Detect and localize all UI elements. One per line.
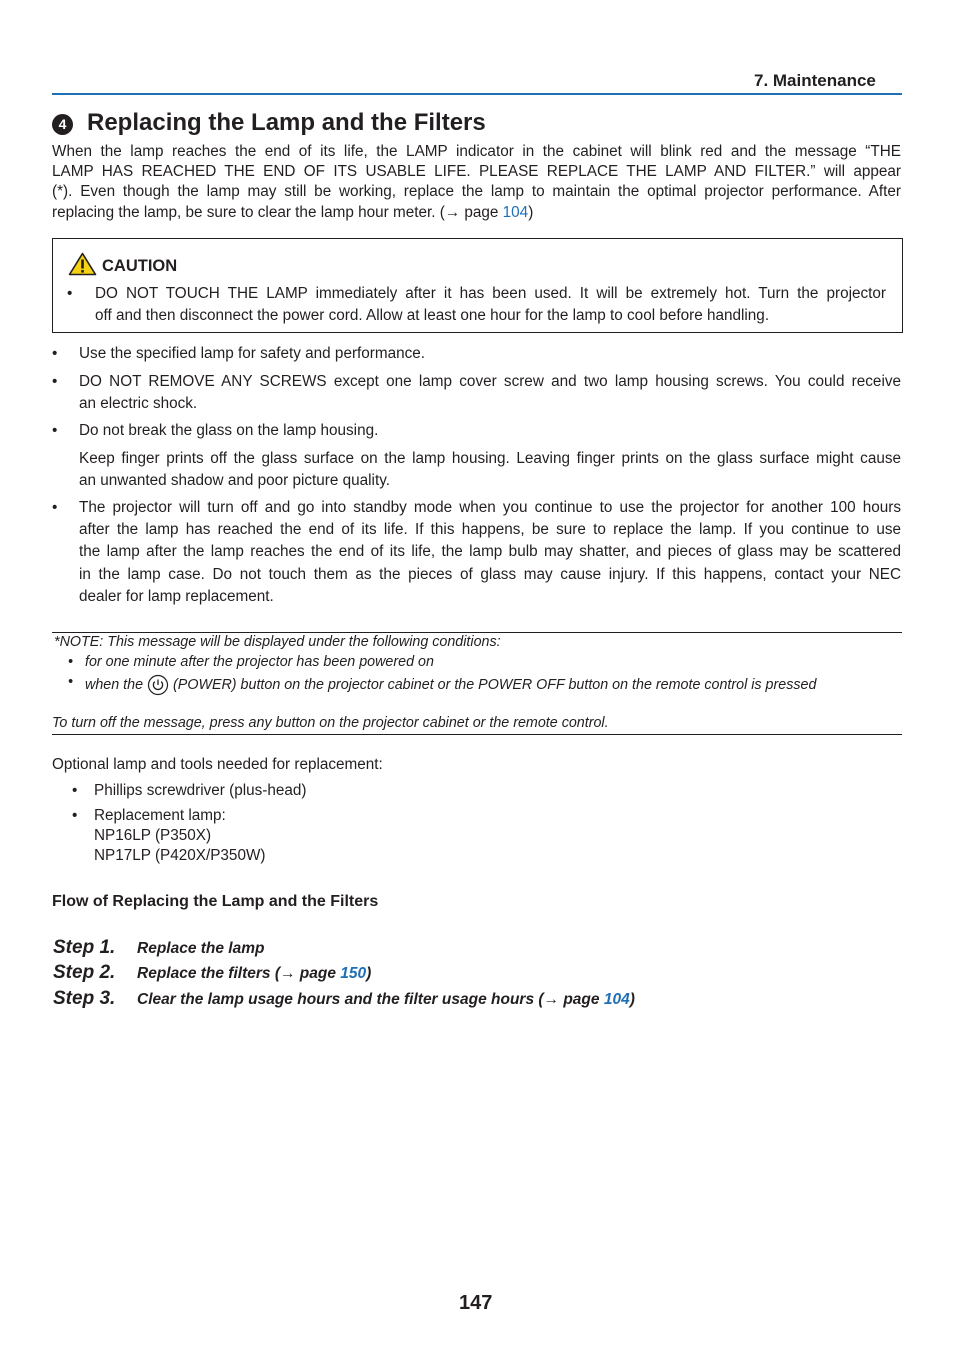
bullet-dot: • — [52, 499, 58, 516]
lamp-model: NP17LP (P420X/P350W) — [94, 847, 266, 864]
bullet-line: after the lamp has reached the end of its life. If this happens, be sure to replace the lamp. If you continue to use — [79, 521, 901, 539]
caution-line: DO NOT TOUCH THE LAMP immediately after it has been used. It will be extremely hot. Turn the projector — [95, 285, 886, 302]
step-text-main: Replace the lamp — [137, 940, 265, 957]
note-top-rule — [52, 632, 902, 633]
step-text-main: Clear the lamp usage hours and the filter usage hours (→ page — [137, 991, 604, 1008]
bullet-dot: • — [52, 345, 58, 362]
step-label: Step 2. — [53, 962, 116, 983]
heading-number-badge: 4 — [52, 114, 73, 135]
header-rule — [52, 93, 902, 95]
flow-title: Flow of Replacing the Lamp and the Filters — [52, 893, 379, 910]
section-title: 7. Maintenance — [754, 71, 876, 90]
note-title: *NOTE: This message will be displayed under the following conditions: — [54, 634, 501, 650]
intro-paragraph — [52, 142, 901, 223]
note-item: for one minute after the projector has been powered on — [85, 654, 434, 670]
bullet-subparagraph — [79, 448, 901, 492]
bullet-line: in the lamp case. Do not touch them as the pieces of glass may cause injury. If this happens, contact your NEC — [79, 565, 901, 583]
bullet-line: Do not break the glass on the lamp housing. — [79, 422, 379, 439]
bullet-item — [79, 343, 901, 365]
page-link-104[interactable]: 104 — [502, 203, 529, 221]
caution-line: off and then disconnect the power cord. Allow at least one hour for the lamp to cool before handling. — [95, 307, 770, 325]
bullet-line: dealer for lamp replacement. — [79, 587, 274, 605]
note-item-text: when the — [85, 677, 144, 693]
caution-header — [68, 252, 177, 276]
step-label: Step 3. — [53, 988, 116, 1009]
step-text-main: Replace the filters (→ page — [137, 965, 341, 982]
page-number: 147 — [459, 1292, 493, 1314]
bullet-dot: • — [52, 422, 58, 439]
note-bullet: • — [68, 674, 74, 690]
intro-line — [52, 203, 901, 223]
warning-triangle-icon — [68, 252, 97, 276]
page-link-150[interactable]: 150 — [340, 965, 367, 982]
intro-line: When the lamp reaches the end of its life, the LAMP indicator in the cabinet will blink red and the message “THE — [52, 143, 901, 160]
bullet-line: an unwanted shadow and poor picture quality. — [79, 472, 390, 490]
tools-intro: Optional lamp and tools needed for replacement: — [52, 756, 383, 773]
bullet-line: Use the specified lamp for safety and performance. — [79, 345, 426, 362]
bullet-dot: • — [52, 373, 58, 390]
step-text — [137, 940, 265, 958]
intro-last-end: ) — [528, 203, 534, 221]
step-text-close: ) — [366, 965, 372, 982]
note-item — [85, 674, 816, 696]
note-footer: To turn off the message, press any button on the projector cabinet or the remote control. — [52, 715, 609, 731]
bullet-dot: • — [67, 285, 73, 302]
bullet-item — [79, 420, 901, 442]
step-text-close: ) — [629, 991, 635, 1008]
bullet-line: an electric shock. — [79, 395, 198, 413]
intro-line: LAMP HAS REACHED THE END OF ITS USABLE LIFE. PLEASE REPLACE THE LAMP AND FILTER.” will appear — [52, 163, 901, 181]
intro-line: (*). Even though the lamp may still be working, replace the lamp to maintain the optimal projector performance. After — [52, 183, 901, 201]
bullet-line: Keep finger prints off the glass surface on the lamp housing. Leaving finger prints on the glass surface might cause — [79, 450, 901, 467]
page-link-104[interactable]: 104 — [603, 991, 630, 1008]
caution-text — [95, 283, 886, 327]
bullet-item — [79, 371, 901, 415]
tools-item: Replacement lamp: — [94, 807, 226, 824]
tools-item: Phillips screwdriver (plus-head) — [94, 782, 307, 799]
power-icon — [147, 674, 169, 696]
bullet-line: DO NOT REMOVE ANY SCREWS except one lamp cover screw and two lamp housing screws. You could receive — [79, 373, 901, 390]
bullet-dot: • — [72, 807, 78, 824]
page-heading — [52, 106, 486, 140]
page-title: Replacing the Lamp and the Filters — [87, 109, 486, 136]
note-item-text: (POWER) button on the projector cabinet or the POWER OFF button on the remote control is pressed — [173, 677, 817, 693]
note-bullet: • — [68, 654, 74, 670]
bullet-item — [79, 497, 901, 608]
caution-label: CAUTION — [102, 256, 178, 275]
note-bottom-rule — [52, 734, 902, 735]
intro-last-text: replacing the lamp, be sure to clear the lamp hour meter. (→ page — [52, 203, 503, 221]
lamp-model: NP16LP (P350X) — [94, 827, 212, 844]
step-text — [137, 965, 371, 983]
bullet-line: the lamp after the lamp reaches the end of its life, the lamp bulb may shatter, and pieces of glass may be scattered — [79, 543, 901, 561]
step-text — [137, 991, 635, 1009]
bullet-dot: • — [72, 782, 78, 799]
bullet-line: The projector will turn off and go into standby mode when you continue to use the projector for another 100 hours — [79, 499, 901, 516]
step-label: Step 1. — [53, 937, 116, 958]
